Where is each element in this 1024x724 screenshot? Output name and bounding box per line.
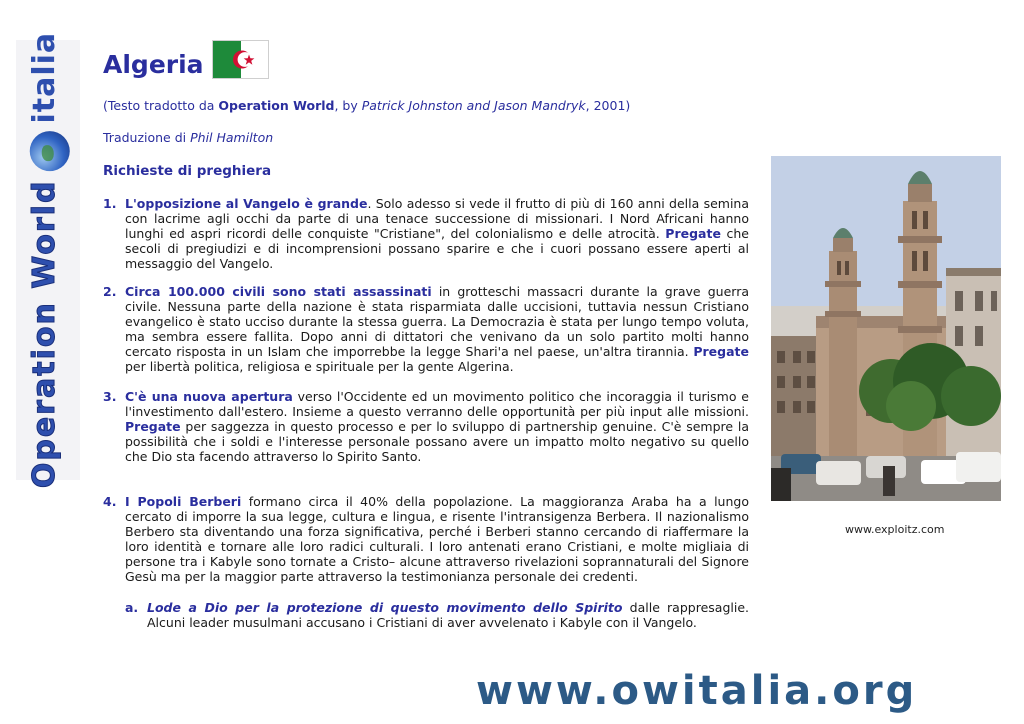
- item-number: 1.: [103, 196, 117, 211]
- item-lead: C'è una nuova apertura: [125, 389, 293, 404]
- item-number: 2.: [103, 284, 117, 299]
- operation-world-logo: [16, 31, 80, 489]
- source-authors: Patrick Johnston and Jason Mandryk: [361, 98, 586, 113]
- item-lead: Circa 100.000 civili sono stati assassinati: [125, 284, 432, 299]
- sub-item-lead: Lode a Dio per la protezione di questo movimento dello Spirito: [147, 600, 623, 615]
- item-number: 4.: [103, 494, 117, 509]
- section-heading: Richieste di preghiera: [103, 163, 272, 179]
- source-name: Operation World: [218, 98, 335, 113]
- logo-text: [27, 32, 70, 488]
- item-lead: I Popoli Berberi: [125, 494, 242, 509]
- page-title: Algeria: [103, 50, 204, 79]
- photo-source: www.exploitz.com: [845, 523, 945, 536]
- prayer-item: 4. I Popoli Berberi formano circa il 40% della popolazione. La maggioranza Araba ha a lungo cercato di imporre la sua legge, cultura e lingua, e risente l'intransigenza Berbera. Il nazionalismo Berbero sta diventando una forza significativa, perché i Berberi stanno cercando di riaffermare la loro identità e tornare alle loro radici culturali. I loro antenati erano Cristiani, e molte migliaia di persone tra i Kabyle sono tornate a Cristo– alcune attraverso rivelazioni soprannaturali del Signore Gesù ma per la maggior parte attraverso la testimonianza personale dei credenti.: [103, 494, 749, 584]
- logo-line2: italia: [26, 31, 62, 124]
- prayer-item: 3. C'è una nuova apertura verso l'Occidente ed un movimento politico che incoraggia il turismo e l'investimento dall'estero. Insieme a questo verranno delle opportunità per più input alle missioni. Pregate per saggezza in questo processo e per lo sviluppo di partnership genuine. C'è sempre la possibilità che i soldi e l'interesse personale possano avere un impatto molto negativo su quello che Dio sta facendo attraverso lo Spirito Santo.: [103, 389, 749, 464]
- source-credit: (Testo tradotto da Operation World, by Patrick Johnston and Jason Mandryk, 2001): [103, 98, 631, 113]
- prayer-item: 2. Circa 100.000 civili sono stati assassinati in grotteschi massacri durante la grave guerra civile. Nessuna parte della nazione è stata risparmiata dalle uccisioni, tuttavia nessun Cristiano evangelico è stato ucciso durante la stessa guerra. La Democrazia è stata per lungo tempo voluta, ma sembra essere fallita. Dopo anni di dittatori che venivano da un solo partito molti hanno cercato risposta in un Islam che imporrebbe la legge Shari'a nel paese, un'altra tirannia. Pregate per libertà politica, religiosa e spirituale per la gente Algerina.: [103, 284, 750, 374]
- footer-url[interactable]: www.owitalia.org: [476, 668, 918, 714]
- translator-name: Phil Hamilton: [190, 130, 274, 145]
- algeria-flag-icon: [212, 40, 269, 79]
- globe-icon: [29, 132, 69, 172]
- mosque-photo: [771, 156, 1001, 501]
- prayer-item: 1. L'opposizione al Vangelo è grande. Solo adesso si vede il frutto di più di 160 anni della semina con lacrime agli occhi da parte di una tenace successione di missionari. I Nord Africani hanno lunghi ed aspri ricordi delle conquiste "Cristiane", del colonialismo e delle atrocità. Pregate che secoli di pregiudizi e di incomprensioni possano sparire e che i cuori possano essere aperti al messaggio del Vangelo.: [103, 196, 749, 271]
- pray-keyword: Pregate: [693, 344, 749, 359]
- translation-credit: Traduzione di Phil Hamilton: [103, 130, 274, 145]
- prayer-sub-item: a. Lode a Dio per la protezione di questo movimento dello Spirito dalle rappresaglie. Alcuni leader musulmani accusano i Cristiani di aver avvelenato i Kabyle con il Vangelo.: [125, 600, 749, 630]
- sub-item-letter: a.: [125, 600, 139, 615]
- pray-keyword: Pregate: [125, 419, 181, 434]
- logo-line1: Operation World: [26, 179, 62, 489]
- item-number: 3.: [103, 389, 117, 404]
- pray-keyword: Pregate: [665, 226, 721, 241]
- item-lead: L'opposizione al Vangelo è grande: [125, 196, 368, 211]
